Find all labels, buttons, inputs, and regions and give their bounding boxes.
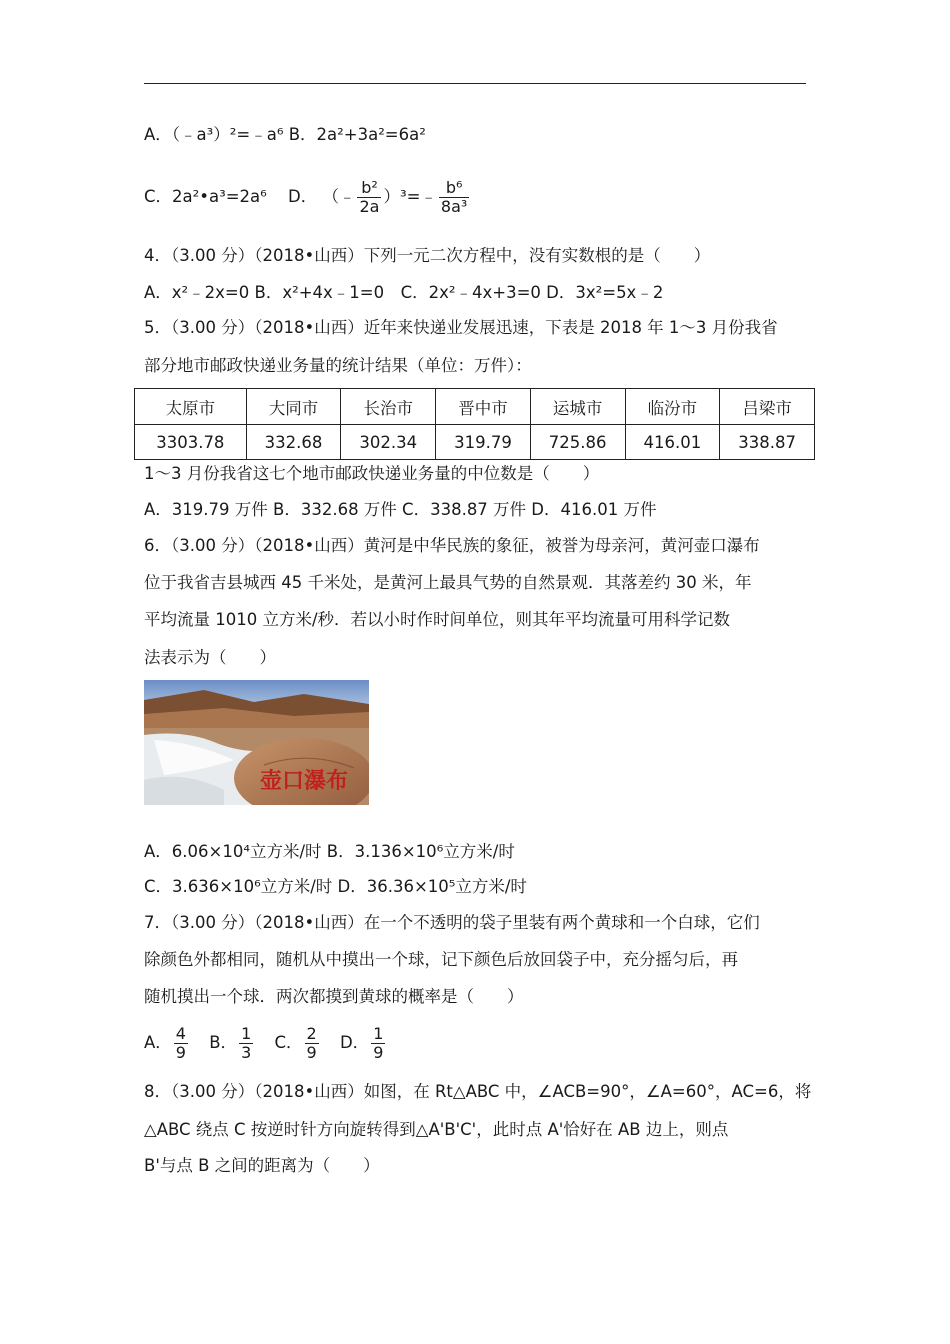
q3-options-cd [144, 174, 471, 220]
q3-d-result-numerator: b⁶ [439, 179, 469, 198]
q7-option-d-fraction [371, 1025, 385, 1062]
q3-option-d-label: D． [288, 187, 318, 206]
waterfall-illustration [144, 680, 369, 805]
q4-options: A．x²﹣2x=0 B．x²+4x﹣1=0 C．2x²﹣4x+3=0 D．3x²=5x﹣2 [144, 283, 664, 302]
q4-stem: 4．（3.00 分）（2018•山西）下列一元二次方程中，没有实数根的是（ ） [144, 246, 711, 265]
q6-line2: 位于我省吉县城西 45 千米处，是黄河上最具气势的自然景观．其落差约 30 米，年 [144, 573, 752, 592]
q3-option-d-result [439, 179, 469, 216]
q3-option-c-label: C． [144, 187, 173, 206]
table-header-cell: 吕梁市 [720, 389, 815, 425]
q3-d-numerator: b² [357, 179, 381, 198]
table-header-cell: 太原市 [135, 389, 247, 425]
q6-line4: 法表示为（ ） [144, 648, 276, 667]
q8-line2: △ABC 绕点 C 按逆时针方向旋转得到△A'B'C'，此时点 A'恰好在 AB 边上，则点 [144, 1120, 729, 1139]
q7-a-denominator: 9 [175, 1043, 186, 1062]
q7-line3: 随机摸出一个球．两次都摸到黄球的概率是（ ） [144, 987, 524, 1006]
q8-line1: 8．（3.00 分）（2018•山西）如图，在 Rt△ABC 中，∠ACB=90°，∠A=60°，AC=6，将 [144, 1082, 812, 1101]
table-header-cell: 长治市 [341, 389, 436, 425]
table-cell: 302.34 [341, 425, 436, 460]
q3-option-b: 2a²+3a²=6a² [316, 125, 426, 144]
table-cell: 332.68 [246, 425, 341, 460]
table-header-row [135, 389, 815, 425]
q3-option-d-lparen: （﹣ [322, 187, 356, 206]
hukou-waterfall-photo [144, 680, 369, 805]
q3-option-a-label: A． [144, 125, 172, 144]
table-cell: 338.87 [720, 425, 815, 460]
q8-line3: B'与点 B 之间的距离为（ ） [144, 1156, 380, 1175]
q7-option-a-label: A． [144, 1033, 172, 1052]
q5-options: A．319.79 万件 B．332.68 万件 C．338.87 万件 D．416.01 万件 [144, 500, 657, 519]
table-cell: 416.01 [625, 425, 720, 460]
table-header-cell: 临汾市 [625, 389, 720, 425]
q6-options-ab: A．6.06×10⁴立方米/时 B．3.136×10⁶立方米/时 [144, 842, 515, 861]
q7-line2: 除颜色外都相同，随机从中摸出一个球，记下颜色后放回袋子中，充分摇匀后，再 [144, 950, 738, 969]
q7-c-numerator: 2 [306, 1024, 317, 1043]
table-row [135, 425, 815, 460]
q5-stem-line2: 部分地市邮政快递业务量的统计结果（单位：万件）： [144, 356, 532, 375]
header-rule [144, 83, 806, 84]
waterfall-caption: 壶口瀑布 [259, 768, 349, 794]
q3-d-denominator: 2a [359, 197, 380, 216]
table-cell: 3303.78 [135, 425, 247, 460]
q3-option-b-label: B． [288, 125, 317, 144]
q6-line1: 6．（3.00 分）（2018•山西）黄河是中华民族的象征，被誉为母亲河，黄河壶口瀑布 [144, 536, 760, 555]
q7-option-b-fraction [239, 1025, 253, 1062]
q7-option-c-fraction [305, 1025, 319, 1062]
q7-d-denominator: 9 [373, 1043, 384, 1062]
table-header-cell: 大同市 [246, 389, 341, 425]
q7-option-b-label: B． [209, 1033, 238, 1052]
express-volume-table [134, 388, 815, 460]
q5-question: 1～3 月份我省这七个地市邮政快递业务量的中位数是（ ） [144, 464, 600, 483]
q3-options-ab [144, 124, 426, 146]
q7-option-a-fraction [174, 1025, 188, 1062]
q7-d-numerator: 1 [373, 1024, 384, 1043]
q7-line1: 7．（3.00 分）（2018•山西）在一个不透明的袋子里装有两个黄球和一个白球，它们 [144, 913, 760, 932]
table-header-cell: 晋中市 [436, 389, 531, 425]
q3-option-a: （﹣a³）²=﹣a⁶ [171, 125, 284, 144]
table-cell: 725.86 [530, 425, 625, 460]
q6-options-cd: C．3.636×10⁶立方米/时 D．36.36×10⁵立方米/时 [144, 877, 527, 896]
q5-stem-line1: 5．（3.00 分）（2018•山西）近年来快递业发展迅速，下表是 2018 年 1～3 月份我省 [144, 318, 778, 337]
table-header-cell: 运城市 [530, 389, 625, 425]
q7-option-c-label: C． [274, 1033, 303, 1052]
q7-options [144, 1022, 387, 1064]
q7-b-denominator: 3 [241, 1043, 252, 1062]
q7-b-numerator: 1 [241, 1024, 252, 1043]
q7-a-numerator: 4 [175, 1024, 186, 1043]
q7-c-denominator: 9 [306, 1043, 317, 1062]
table-cell: 319.79 [436, 425, 531, 460]
q3-option-d-rparen: ）³=﹣ [383, 187, 437, 206]
q3-d-result-denominator: 8a³ [440, 197, 468, 216]
q3-option-c: 2a²•a³=2a⁶ [172, 187, 267, 206]
q3-option-d-fraction [357, 179, 381, 216]
q7-option-d-label: D． [339, 1033, 370, 1052]
q6-line3: 平均流量 1010 立方米/秒．若以小时作时间单位，则其年平均流量可用科学记数 [144, 610, 731, 629]
